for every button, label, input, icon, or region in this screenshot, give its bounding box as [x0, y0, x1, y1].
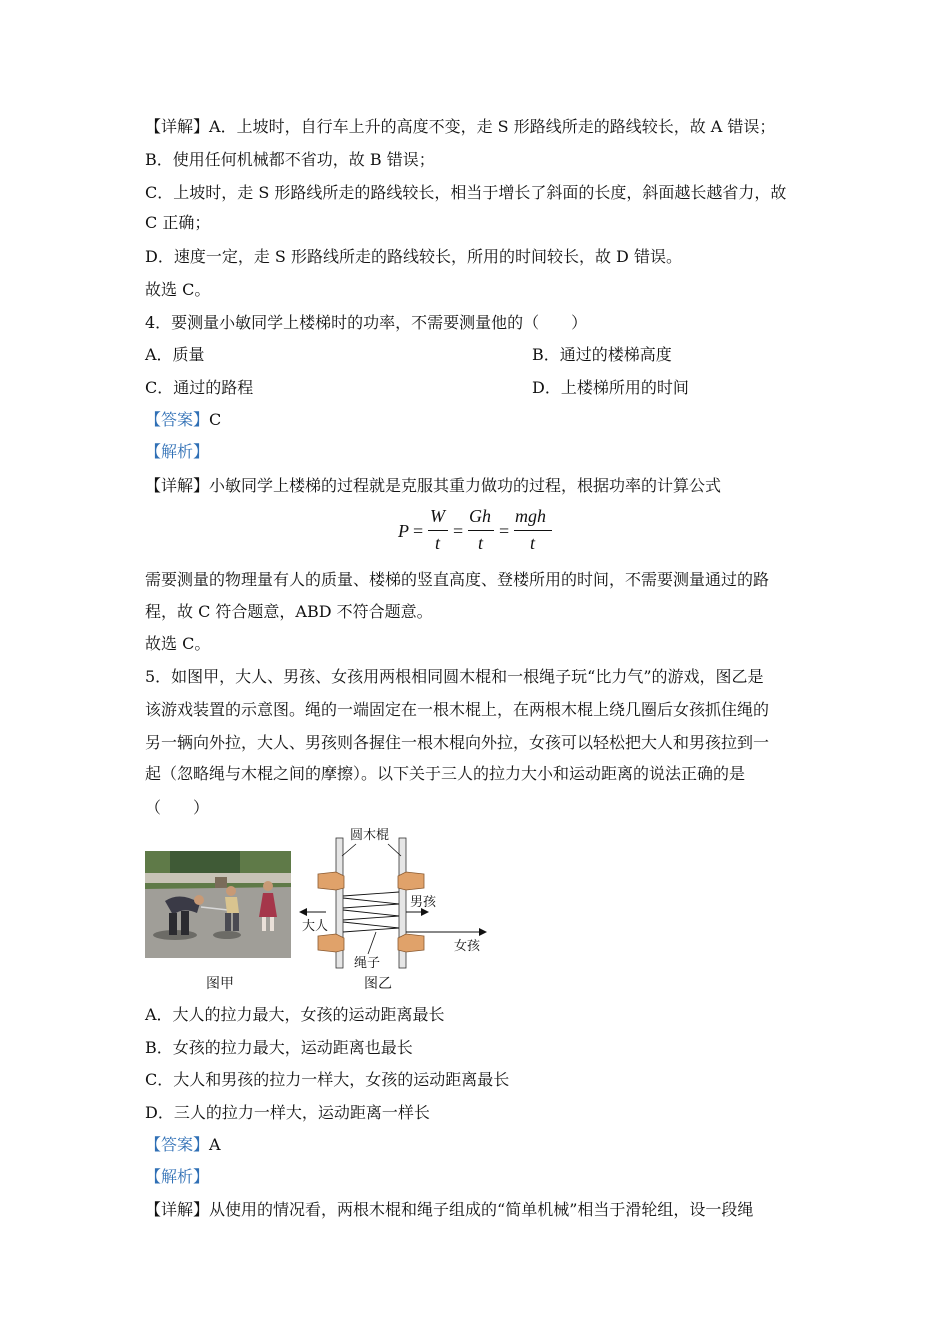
q3-detail-a-line: [145, 117, 775, 137]
q5-stem-4: 起（忽略绳与木棍之间的摩擦）。以下关于三人的拉力大小和运动距离的说法正确的是: [145, 764, 746, 783]
q5-answer: A: [209, 1135, 221, 1154]
q4-answer: C: [209, 410, 222, 429]
q4-analysis-label: 【解析】: [145, 442, 210, 461]
q5-detail-line: [145, 1200, 753, 1220]
formula-frac1-num: W: [430, 506, 445, 526]
q4-detail-line: [145, 476, 721, 496]
q4-conclusion: 故选 C。: [145, 634, 211, 653]
q5-option-c: C．大人和男孩的拉力一样大，女孩的运动距离最长: [145, 1070, 510, 1089]
q5-stem-3: 另一辆向外拉，大人、男孩则各握住一根木棍向外拉，女孩可以轻松把大人和男孩拉到一: [145, 733, 770, 752]
q3-detail-label: 【详解】: [145, 117, 210, 136]
hand-right-bottom: [398, 934, 424, 952]
formula-frac1-den: t: [435, 533, 441, 553]
q5-detail-text: 从使用的情况看，两根木棍和绳子组成的“简单机械”相当于滑轮组，设一段绳: [209, 1200, 754, 1219]
q3-detail-d: D．速度一定，走 S 形路线所走的路线较长，所用的时间较长，故 D 错误。: [145, 247, 682, 266]
stick-leader-1: [342, 844, 356, 856]
formula-eq-2: =: [453, 521, 464, 541]
hand-right-top: [398, 872, 424, 890]
q5-analysis-label: 【解析】: [145, 1167, 210, 1186]
q5-answer-label: 【答案】: [145, 1135, 210, 1154]
photo-illustration: [145, 851, 291, 958]
q4-option-a: A．质量: [145, 345, 205, 364]
label-girl: 女孩: [454, 939, 481, 954]
formula-frac3-num: mgh: [515, 506, 546, 526]
q5-answer-line: [145, 1135, 221, 1155]
formula-frac2-den: t: [478, 533, 484, 553]
label-boy: 男孩: [410, 895, 437, 910]
q5-option-d: D．三人的拉力一样大，运动距离一样长: [145, 1103, 430, 1122]
q4-detail-label: 【详解】: [145, 476, 210, 495]
label-stick: 圆木棍: [350, 828, 390, 843]
q5-stem-2: 该游戏装置的示意图。绳的一端固定在一根木棍上，在两根木棍上绕几圈后女孩抓住绳的: [145, 700, 770, 719]
label-rope: 绳子: [354, 956, 381, 971]
figure-b-diagram: [296, 826, 496, 971]
formula-frac2-bar: [468, 530, 494, 531]
rope-leader: [368, 932, 376, 954]
formula-eq-1: =: [413, 521, 424, 541]
q5-blank: （ ）: [145, 798, 210, 817]
q4-stem: 4．要测量小敏同学上楼梯时的功率，不需要测量他的（ ）: [145, 313, 588, 332]
figure-a-caption: 图甲: [206, 976, 234, 992]
formula-frac3-den: t: [530, 533, 536, 553]
q5-detail-label: 【详解】: [145, 1200, 210, 1219]
figure-a-photo: [145, 851, 291, 958]
formula-frac2-num: Gh: [469, 506, 491, 526]
figure-b-caption: 图乙: [364, 976, 392, 992]
hand-left-top: [318, 872, 344, 890]
q4-option-c: C．通过的路程: [145, 378, 254, 397]
q4-after-1: 需要测量的物理量有人的质量、楼梯的竖直高度、登楼所用的时间，不需要测量通过的路: [145, 570, 770, 589]
label-adult: 大人: [302, 919, 329, 934]
q4-option-b: B．通过的楼梯高度: [532, 345, 672, 364]
q4-option-d: D．上楼梯所用的时间: [532, 378, 689, 397]
formula-frac1-bar: [428, 530, 448, 531]
power-formula: [398, 506, 558, 556]
formula-eq-3: =: [499, 521, 510, 541]
hand-left-bottom: [318, 934, 344, 952]
formula-lhs: P: [398, 521, 409, 541]
rope-windings: [343, 892, 399, 932]
q5-option-b: B．女孩的拉力最大，运动距离也最长: [145, 1038, 413, 1057]
q3-detail-a: A．上坡时，自行车上升的高度不变，走 S 形路线所走的路线较长，故 A 错误；: [209, 117, 776, 136]
q3-detail-c2: C 正确；: [145, 213, 211, 232]
q3-detail-b: B．使用任何机械都不省功，故 B 错误；: [145, 150, 435, 169]
q4-answer-label: 【答案】: [145, 410, 210, 429]
q4-answer-line: [145, 410, 221, 430]
q3-detail-c1: C．上坡时，走 S 形路线所走的路线较长，相当于增长了斜面的长度，斜面越长越省力，故: [145, 183, 787, 202]
q4-after-2: 程，故 C 符合题意，ABD 不符合题意。: [145, 602, 433, 621]
q3-conclusion: 故选 C。: [145, 280, 211, 299]
q5-stem-1: 5．如图甲，大人、男孩、女孩用两根相同圆木棍和一根绳子玩“比力气”的游戏，图乙是: [145, 667, 764, 686]
formula-frac3-bar: [514, 530, 552, 531]
q5-option-a: A．大人的拉力最大，女孩的运动距离最长: [145, 1005, 445, 1024]
q4-detail-text: 小敏同学上楼梯的过程就是克服其重力做功的过程，根据功率的计算公式: [209, 476, 722, 495]
